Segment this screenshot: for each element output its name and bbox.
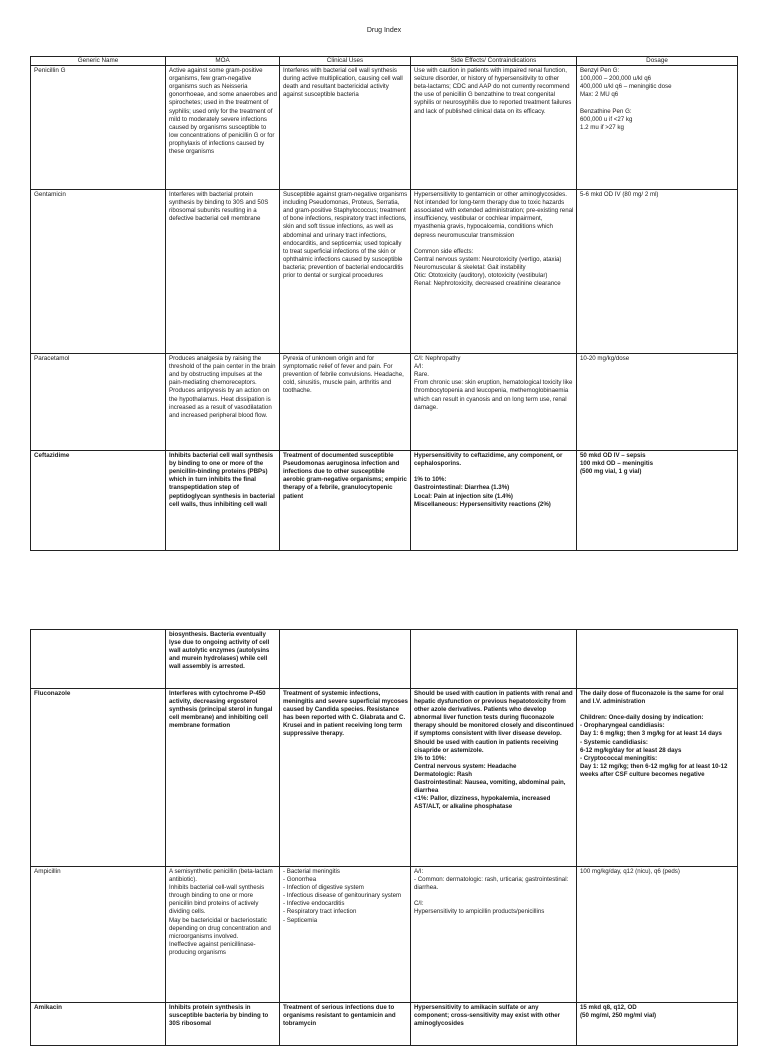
header-generic-name: Generic Name xyxy=(31,57,166,66)
table-row-ampicillin xyxy=(31,867,738,1003)
moa-cell: biosynthesis. Bacteria eventually lyse due to ongoing activity of cell wall autolytic enzymes (autolysins and murein hydrolases) while cell wall assembly is arrested. xyxy=(166,630,280,689)
moa-cell: Inhibits bacterial cell wall synthesis by binding to one or more of the penicillin-binding proteins (PBPs) which in turn inhibits the final transpeptidation step of peptidoglycan synthesis in bacterial cell walls, thus inhibiting cell wall xyxy=(166,451,280,551)
dosage-cell: The daily dose of fluconazole is the same for oral and I.V. administration Children: Once-daily dosing by indication: - Oropharyngeal candidiasis: Day 1: 6 mg/kg; then 3 mg/kg for at least 14 days - Systemic candidiasis: 6-12 mg/kg/day for at least 28 days - Cryptococcal meningitis: Day 1: 12 mg/kg; then 6-12 mg/kg for at least 10-12 weeks after CSF culture becomes negative xyxy=(577,689,738,867)
generic-name-cell: Gentamicin xyxy=(31,190,166,354)
clinical-uses-cell: - Bacterial meningitis - Gonorrhea - Infection of digestive system - Infectious disease of genitourinary system - Infective endocarditis - Respiratory tract infection - Septicemia xyxy=(280,867,411,1003)
side-effects-cell: Hypersensitivity to gentamicin or other aminoglycosides. Not intended for long-term therapy due to toxic hazards associated with extended administration; pre-existing renal insufficiency, vestibular or cochlear impairment, myasthenia gravis, hypocalcemia, conditions which depress neuromuscular transmission Common side effects: Central nervous system: Neurotoxicity (vertigo, ataxia) Neuromuscular & skeletal: Gait instability Otic: Ototoxicity (auditory), ototoxicity (vestibular) Renal: Nephrotoxicity, decreased creatinine clearance xyxy=(411,190,577,354)
header-dosage: Dosage xyxy=(577,57,738,66)
clinical-uses-cell: Treatment of documented susceptible Pseudomonas aeruginosa infection and infections due to other susceptible aerobic gram-negative organisms; empiric therapy of a febrile, granulocytopenic patient xyxy=(280,451,411,551)
generic-name-cell: Fluconazole xyxy=(31,689,166,867)
header-side-effects: Side Effects/ Contraindications xyxy=(411,57,577,66)
generic-name-cell: Amikacin xyxy=(31,1003,166,1046)
dosage-cell: 5-6 mkd OD IV (80 mg/ 2 ml) xyxy=(577,190,738,354)
generic-name-cell: Ampicillin xyxy=(31,867,166,1003)
generic-name-cell: Ceftazidime xyxy=(31,451,166,551)
moa-cell: Interferes with cytochrome P-450 activity, decreasing ergosterol synthesis (principal sterol in fungal cell membrane) and inhibiting cell membrane formation xyxy=(166,689,280,867)
generic-name-cell: Penicillin G xyxy=(31,66,166,190)
clinical-uses-cell: Pyrexia of unknown origin and for symptomatic relief of fever and pain. For prevention of febrile convulsions. Headache, cold, sinusitis, muscle pain, arthritis and toothache. xyxy=(280,354,411,451)
drug-index-table-page-2 xyxy=(30,629,738,1046)
header-clinical-uses: Clinical Uses xyxy=(280,57,411,66)
clinical-uses-cell: Susceptible against gram-negative organisms including Pseudomonas, Proteus, Serratia, and gram-positive Staphylococcus; treatment of bone infections, respiratory tract infections, skin and soft tissue infections, as well as abdominal and urinary tract infections, endocarditis, and septicemia; used topically to treat superficial infections of the skin or ophthalmic infections caused by susceptible bacteria; prevention of bacterial endocarditis prior to dental or surgical procedures xyxy=(280,190,411,354)
generic-name-cell xyxy=(31,630,166,689)
clinical-uses-cell xyxy=(280,630,411,689)
header-moa: MOA xyxy=(166,57,280,66)
table-row-ceftazidime xyxy=(31,451,738,551)
side-effects-cell: Should be used with caution in patients with renal and hepatic dysfunction or previous hepatotoxicity from other azole derivatives. Patients who develop abnormal liver function tests during fluconazole therapy should be monitored closely and discontinued if symptoms consistent with liver disease develop. Should be used with caution in patients receiving cisapride or astemizole. 1% to 10%: Central nervous system: Headache Dermatologic: Rash Gastrointestinal: Nausea, vomiting, abdominal pain, diarrhea <1%: Pallor, dizziness, hypokalemia, increased AST/ALT, or alkaline phosphatase xyxy=(411,689,577,867)
table-row-fluconazole xyxy=(31,689,738,867)
side-effects-cell: A/I: - Common: dermatologic: rash, urticaria; gastrointestinal: diarrhea. C/I: Hypersensitivity to ampicillin products/penicillins xyxy=(411,867,577,1003)
moa-cell: Inhibits protein synthesis in susceptible bacteria by binding to 30S ribosomal xyxy=(166,1003,280,1046)
side-effects-cell: C/I: Nephropathy A/I: Rare. From chronic use: skin eruption, hematological toxicity like thrombocytopenia and leucopenia, methemoglobinaemia which can result in cyanosis and on long term use, renal damage. xyxy=(411,354,577,451)
table-row-paracetamol xyxy=(31,354,738,451)
clinical-uses-cell: Interferes with bacterial cell wall synthesis during active multiplication, causing cell wall death and resultant bactericidal activity against susceptible bacteria xyxy=(280,66,411,190)
dosage-cell: 100 mg/kg/day, q12 (nicu), q6 (peds) xyxy=(577,867,738,1003)
side-effects-cell: Hypersensitivity to amikacin sulfate or any component; cross-sensitivity may exist with other aminoglycosides xyxy=(411,1003,577,1046)
dosage-cell xyxy=(577,630,738,689)
table-row-amikacin xyxy=(31,1003,738,1046)
moa-cell: A semisynthetic penicillin (beta-lactam antibiotic). Inhibits bacterial cell-wall synthesis through binding to one or more penicillin bind proteins of actively dividing cells. May be bactericidal or bacteriostatic depending on drug concentration and microorganisms involved. Ineffective against penicillinase-producing organisms xyxy=(166,867,280,1003)
side-effects-cell: Use with caution in patients with impaired renal function, seizure disorder, or history of hypersensitivity to other beta-lactams; CDC and AAP do not currently recommend the use of penicillin G benzathine to treat congenital syphilis or neurosyphilis due to reported treatment failures and lack of published clinical data on its efficacy. xyxy=(411,66,577,190)
side-effects-cell xyxy=(411,630,577,689)
document-title: Drug Index xyxy=(366,27,402,34)
clinical-uses-cell: Treatment of systemic infections, meningitis and severe superficial mycoses caused by Candida species. Resistance has been reported with C. Glabrata and C. Krusei and in patient receiving long term suppressive therapy. xyxy=(280,689,411,867)
dosage-cell: 10-20 mg/kg/dose xyxy=(577,354,738,451)
table-row-gentamicin xyxy=(31,190,738,354)
moa-cell: Produces analgesia by raising the threshold of the pain center in the brain and by obstructing impulses at the pain-mediating chemoreceptors. Produces antipyresis by an action on the hypothalamus. Heat dissipation is increased as a result of vasodilatation and increased peripheral blood flow. xyxy=(166,354,280,451)
table-header-row xyxy=(31,57,738,66)
moa-cell: Active against some gram-positive organisms, few gram-negative organisms such as Neisseria gonorrhoeae, and some anaerobes and spirochetes; used in the treatment of syphilis; used only for the treatment of mild to moderately severe infections caused by organisms susceptible to low concentrations of penicillin G or for prophylaxis of infections caused by these organisms xyxy=(166,66,280,190)
dosage-cell: 15 mkd q8, q12, OD (50 mg/ml, 250 mg/ml vial) xyxy=(577,1003,738,1046)
side-effects-cell: Hypersensitivity to ceftazidime, any component, or cephalosporins. 1% to 10%: Gastrointestinal: Diarrhea (1.3%) Local: Pain at injection site (1.4%) Miscellaneous: Hypersensitivity reactions (2%) xyxy=(411,451,577,551)
table-row-ceftazidime-continued xyxy=(31,630,738,689)
dosage-cell: 50 mkd OD IV – sepsis 100 mkd OD – meningitis (500 mg vial, 1 g vial) xyxy=(577,451,738,551)
table-row-penicillin-g xyxy=(31,66,738,190)
generic-name-cell: Paracetamol xyxy=(31,354,166,451)
clinical-uses-cell: Treatment of serious infections due to organisms resistant to gentamicin and tobramycin xyxy=(280,1003,411,1046)
moa-cell: Interferes with bacterial protein synthesis by binding to 30S and 50S ribosomal subunits resulting in a defective bacterial cell membrane xyxy=(166,190,280,354)
drug-index-table-page-1 xyxy=(30,56,738,551)
dosage-cell: Benzyl Pen G: 100,000 – 200,000 u/kl q6 400,000 u/kl q6 – meningitic dose Max: 2 MU q6 Benzathine Pen G: 600,000 u if <27 kg 1.2 mu if >27 kg xyxy=(577,66,738,190)
